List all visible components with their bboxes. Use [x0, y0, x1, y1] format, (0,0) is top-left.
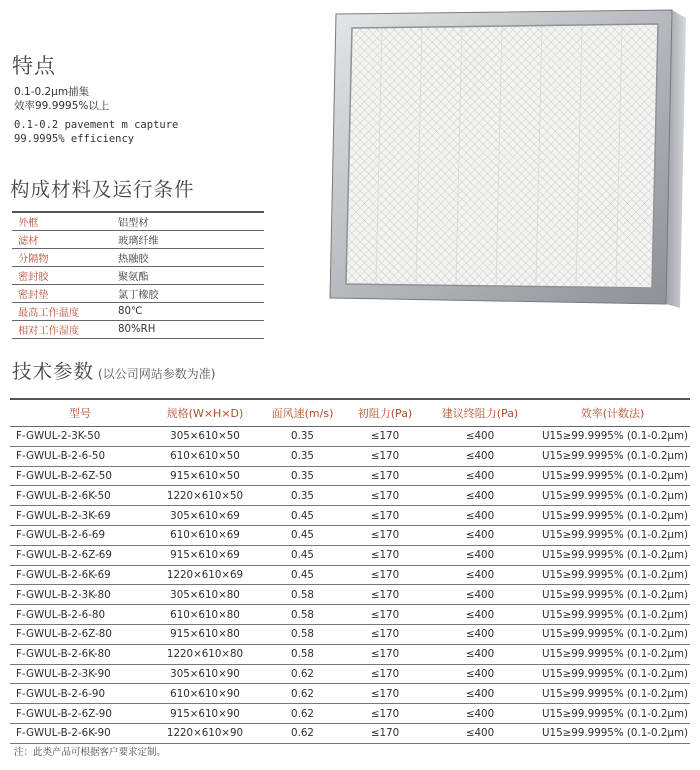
table-row [10, 585, 690, 605]
cell-model: F-GWUL-B-2-6K-69 [10, 565, 150, 585]
cell-spec: 305×610×80 [150, 585, 260, 605]
cell-model: F-GWUL-B-2-6Z-69 [10, 545, 150, 565]
cell-initial-resistance: ≤170 [345, 486, 425, 506]
table-row [10, 644, 690, 664]
header-face-velocity: 面风速(m/s) [260, 399, 345, 427]
feature-line: 0.1-0.2 pavement m capture [14, 119, 179, 131]
cell-model: F-GWUL-B-2-6Z-90 [10, 704, 150, 724]
cell-face-velocity: 0.45 [260, 506, 345, 526]
cell-efficiency: U15≥99.9995% (0.1-0.2μm) [535, 585, 690, 605]
cell-spec: 915×610×90 [150, 704, 260, 724]
cell-spec: 1220×610×69 [150, 565, 260, 585]
materials-row [12, 231, 264, 249]
feature-line: 0.1-0.2μm捕集 [14, 86, 90, 98]
cell-initial-resistance: ≤170 [345, 605, 425, 625]
cell-spec: 915×610×50 [150, 466, 260, 486]
table-row [10, 525, 690, 545]
cell-final-resistance: ≤400 [425, 723, 535, 743]
cell-initial-resistance: ≤170 [345, 624, 425, 644]
cell-efficiency: U15≥99.9995% (0.1-0.2μm) [535, 486, 690, 506]
cell-efficiency: U15≥99.9995% (0.1-0.2μm) [535, 506, 690, 526]
cell-model: F-GWUL-B-2-6K-50 [10, 486, 150, 506]
cell-spec: 610×610×50 [150, 446, 260, 466]
table-row [10, 486, 690, 506]
cell-model: F-GWUL-B-2-3K-90 [10, 664, 150, 684]
materials-key: 外框 [18, 218, 39, 229]
materials-key: 相对工作湿度 [18, 326, 80, 337]
cell-initial-resistance: ≤170 [345, 466, 425, 486]
header-spec: 规格(W×H×D) [150, 399, 260, 427]
cell-spec: 610×610×80 [150, 605, 260, 625]
tech-params-table [10, 398, 690, 744]
table-row [10, 565, 690, 585]
tech-title-text: 技术参数 [12, 360, 95, 383]
cell-efficiency: U15≥99.9995% (0.1-0.2μm) [535, 624, 690, 644]
cell-efficiency: U15≥99.9995% (0.1-0.2μm) [535, 466, 690, 486]
cell-face-velocity: 0.62 [260, 664, 345, 684]
materials-value: 铝型材 [118, 218, 149, 229]
materials-row [12, 267, 264, 285]
cell-initial-resistance: ≤170 [345, 644, 425, 664]
cell-efficiency: U15≥99.9995% (0.1-0.2μm) [535, 525, 690, 545]
cell-final-resistance: ≤400 [425, 704, 535, 724]
cell-final-resistance: ≤400 [425, 525, 535, 545]
feature-line: 99.9995% efficiency [14, 133, 135, 145]
materials-key: 分隔物 [18, 254, 49, 265]
cell-efficiency: U15≥99.9995% (0.1-0.2μm) [535, 704, 690, 724]
cell-spec: 915×610×69 [150, 545, 260, 565]
cell-face-velocity: 0.62 [260, 684, 345, 704]
table-row [10, 605, 690, 625]
table-row [10, 684, 690, 704]
cell-initial-resistance: ≤170 [345, 565, 425, 585]
cell-model: F-GWUL-B-2-6K-90 [10, 723, 150, 743]
cell-initial-resistance: ≤170 [345, 704, 425, 724]
cell-initial-resistance: ≤170 [345, 585, 425, 605]
footnote: 注：此类产品可根据客户要求定制。 [14, 747, 167, 758]
cell-spec: 305×610×90 [150, 664, 260, 684]
cell-face-velocity: 0.58 [260, 644, 345, 664]
cell-model: F-GWUL-B-2-6-50 [10, 446, 150, 466]
header-model: 型号 [10, 399, 150, 427]
cell-initial-resistance: ≤170 [345, 723, 425, 743]
cell-efficiency: U15≥99.9995% (0.1-0.2μm) [535, 664, 690, 684]
cell-model: F-GWUL-B-2-6-80 [10, 605, 150, 625]
cell-face-velocity: 0.35 [260, 466, 345, 486]
tech-subtitle: (以公司网站参数为准) [98, 367, 216, 381]
cell-initial-resistance: ≤170 [345, 506, 425, 526]
cell-initial-resistance: ≤170 [345, 664, 425, 684]
cell-spec: 1220×610×90 [150, 723, 260, 743]
cell-efficiency: U15≥99.9995% (0.1-0.2μm) [535, 565, 690, 585]
cell-final-resistance: ≤400 [425, 545, 535, 565]
cell-efficiency: U15≥99.9995% (0.1-0.2μm) [535, 723, 690, 743]
cell-face-velocity: 0.35 [260, 486, 345, 506]
materials-key: 最高工作温度 [18, 308, 80, 319]
table-row [10, 446, 690, 466]
table-row [10, 624, 690, 644]
tech-params-body [10, 427, 690, 744]
table-row [10, 723, 690, 743]
header-efficiency: 效率(计数法) [535, 399, 690, 427]
cell-face-velocity: 0.62 [260, 704, 345, 724]
cell-spec: 610×610×90 [150, 684, 260, 704]
cell-model: F-GWUL-B-2-6K-80 [10, 644, 150, 664]
table-row [10, 545, 690, 565]
cell-initial-resistance: ≤170 [345, 545, 425, 565]
materials-value: 热融胶 [118, 254, 149, 265]
cell-final-resistance: ≤400 [425, 684, 535, 704]
cell-final-resistance: ≤400 [425, 427, 535, 447]
cell-efficiency: U15≥99.9995% (0.1-0.2μm) [535, 446, 690, 466]
cell-spec: 305×610×50 [150, 427, 260, 447]
cell-model: F-GWUL-B-2-6-90 [10, 684, 150, 704]
cell-face-velocity: 0.35 [260, 427, 345, 447]
cell-final-resistance: ≤400 [425, 565, 535, 585]
materials-table [12, 211, 264, 339]
table-row [10, 506, 690, 526]
materials-key: 密封垫 [18, 290, 49, 301]
cell-initial-resistance: ≤170 [345, 446, 425, 466]
header-initial-resistance: 初阻力(Pa) [345, 399, 425, 427]
cell-model: F-GWUL-B-2-3K-80 [10, 585, 150, 605]
cell-efficiency: U15≥99.9995% (0.1-0.2μm) [535, 427, 690, 447]
cell-face-velocity: 0.35 [260, 446, 345, 466]
materials-value: 80℃ [118, 306, 143, 317]
product-photo [322, 8, 692, 308]
cell-efficiency: U15≥99.9995% (0.1-0.2μm) [535, 605, 690, 625]
cell-efficiency: U15≥99.9995% (0.1-0.2μm) [535, 684, 690, 704]
cell-face-velocity: 0.58 [260, 624, 345, 644]
table-header-row [10, 399, 690, 427]
cell-efficiency: U15≥99.9995% (0.1-0.2μm) [535, 644, 690, 664]
cell-final-resistance: ≤400 [425, 446, 535, 466]
feature-line: 效率99.9995%以上 [14, 100, 110, 112]
cell-final-resistance: ≤400 [425, 506, 535, 526]
materials-key: 滤材 [18, 236, 39, 247]
tech-title [12, 356, 215, 384]
cell-final-resistance: ≤400 [425, 664, 535, 684]
cell-face-velocity: 0.58 [260, 585, 345, 605]
cell-final-resistance: ≤400 [425, 585, 535, 605]
cell-final-resistance: ≤400 [425, 486, 535, 506]
cell-spec: 1220×610×50 [150, 486, 260, 506]
cell-initial-resistance: ≤170 [345, 684, 425, 704]
cell-final-resistance: ≤400 [425, 466, 535, 486]
cell-model: F-GWUL-B-2-6Z-80 [10, 624, 150, 644]
table-row [10, 704, 690, 724]
cell-final-resistance: ≤400 [425, 644, 535, 664]
cell-spec: 915×610×80 [150, 624, 260, 644]
materials-value: 80%RH [118, 324, 156, 335]
cell-model: F-GWUL-B-2-6Z-50 [10, 466, 150, 486]
cell-face-velocity: 0.62 [260, 723, 345, 743]
cell-face-velocity: 0.45 [260, 525, 345, 545]
materials-row [12, 249, 264, 267]
cell-final-resistance: ≤400 [425, 605, 535, 625]
materials-row [12, 213, 264, 231]
cell-model: F-GWUL-B-2-3K-69 [10, 506, 150, 526]
table-row [10, 427, 690, 447]
materials-title: 构成材料及运行条件 [10, 178, 195, 201]
features-title: 特点 [12, 54, 56, 78]
materials-row [12, 303, 264, 321]
cell-final-resistance: ≤400 [425, 624, 535, 644]
materials-row [12, 321, 264, 339]
cell-model: F-GWUL-2-3K-50 [10, 427, 150, 447]
table-row [10, 466, 690, 486]
cell-efficiency: U15≥99.9995% (0.1-0.2μm) [535, 545, 690, 565]
cell-face-velocity: 0.45 [260, 565, 345, 585]
materials-value: 玻璃纤维 [118, 236, 159, 247]
cell-initial-resistance: ≤170 [345, 525, 425, 545]
cell-model: F-GWUL-B-2-6-69 [10, 525, 150, 545]
materials-key: 密封胶 [18, 272, 49, 283]
table-row [10, 664, 690, 684]
cell-spec: 1220×610×80 [150, 644, 260, 664]
cell-spec: 610×610×69 [150, 525, 260, 545]
materials-row [12, 285, 264, 303]
materials-value: 氯丁橡胶 [118, 290, 159, 301]
materials-value: 聚氨酯 [118, 272, 149, 283]
cell-face-velocity: 0.45 [260, 545, 345, 565]
cell-initial-resistance: ≤170 [345, 427, 425, 447]
header-final-resistance: 建议终阻力(Pa) [425, 399, 535, 427]
cell-spec: 305×610×69 [150, 506, 260, 526]
cell-face-velocity: 0.58 [260, 605, 345, 625]
